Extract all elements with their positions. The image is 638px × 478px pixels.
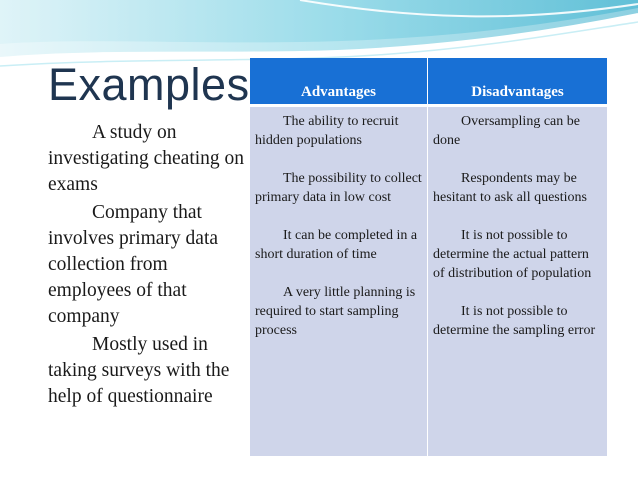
left-point: Mostly used in taking surveys with the help of questionnaire: [48, 334, 230, 407]
table-header-row: [250, 58, 607, 106]
disadvantage-item: Oversampling can be done: [433, 114, 580, 148]
advantages-disadvantages-table: [250, 58, 607, 456]
advantage-item: It can be completed in a short duration of time: [255, 228, 418, 262]
column-header-advantages: Advantages: [250, 58, 428, 106]
advantages-cell: [250, 106, 428, 457]
disadvantage-item: It is not possible to determine the sampling error: [433, 304, 596, 338]
advantage-item: The possibility to collect primary data in low cost: [255, 171, 422, 205]
left-point: Company that involves primary data collection from employees of that company: [48, 202, 219, 327]
left-bullet-list: [48, 120, 248, 412]
slide-title: Examples: [48, 59, 250, 110]
left-point: A study on investigating cheating on exams: [48, 122, 245, 195]
column-header-disadvantages: Disadvantages: [428, 58, 608, 106]
advantage-item: A very little planning is required to start sampling process: [255, 285, 416, 338]
disadvantage-item: It is not possible to determine the actual pattern of distribution of population: [433, 228, 592, 281]
table-row: [250, 106, 607, 457]
disadvantages-cell: [428, 106, 608, 457]
advantage-item: The ability to recruit hidden populations: [255, 114, 399, 148]
disadvantage-item: Respondents may be hesitant to ask all questions: [433, 171, 587, 205]
